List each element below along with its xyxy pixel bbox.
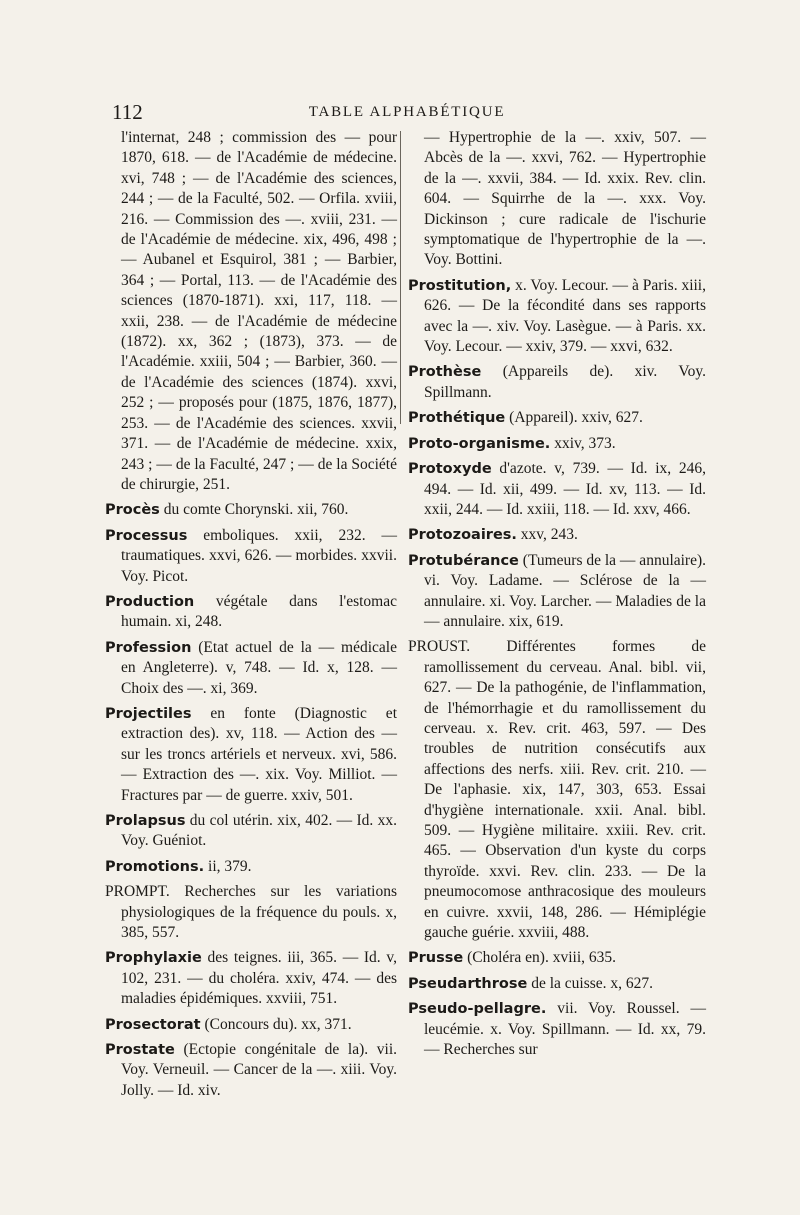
index-entry [408,974,706,994]
entry-text: x. Voy. Lecour. — à Paris. xiii, 626. — De la fécondité dans ses rapports avec la —. xiv. Voy. Lasègue. — à Paris. xx. Voy. Lecour. — xxiv, 379. — xxvi, 632. [424,276,706,356]
entry-text: (Choléra en). xviii, 635. [463,949,617,967]
entry-headword: PROUST. [408,638,471,656]
index-entry [105,128,397,495]
index-entry [408,276,706,358]
index-entry [105,704,397,806]
entry-headword: Protoxyde [408,461,492,478]
index-entry [105,526,397,587]
entry-text: ii, 379. [204,857,252,875]
entry-text: (Appareil). xxiv, 627. [505,409,643,427]
index-entry [408,459,706,520]
index-entry [105,882,397,943]
entry-headword: Protozoaires. [408,527,517,544]
index-entry [105,638,397,699]
entry-text: d'azote. v, 739. — Id. ix, 246, 494. — Id. xii, 499. — Id. xv, 113. — Id. xxii, 244. — Id. xxiii, 118. — Id. xxv, 466. [424,460,706,518]
entry-text: de la cuisse. x, 627. [527,974,654,992]
entry-headword: Pseudarthrose [408,975,528,992]
entry-headword: Prostate [105,1042,175,1059]
index-entry [105,1040,397,1101]
index-entry [105,592,397,633]
entry-headword: Procès [105,502,160,519]
running-title: TABLE ALPHABÉTIQUE [308,104,506,120]
index-entry [408,551,706,633]
entry-headword: Prostitution, [408,277,512,294]
entry-text: en fonte (Diagnostic et extraction des). xv, 118. — Action des — sur les troncs artériels et nerveux. xvi, 586. — Extraction des —. xix. Voy. Milliot. — Fractures par — de guerre. xxiv, 501. [121,704,397,804]
entry-text: végétale dans l'estomac humain. xi, 248. [121,592,397,631]
entry-text: du comte Chorynski. xii, 760. [159,501,349,519]
entry-headword: Pseudo-pellagre. [408,1001,547,1018]
index-entry [408,999,706,1060]
index-entry [105,811,397,852]
right-column [408,128,706,1065]
entry-text: (Ectopie congénitale de la). vii. Voy. Verneuil. — Cancer de la —. xiii. Voy. Jolly. — Id. xiv. [121,1041,397,1099]
entry-headword: PROMPT. [105,883,170,901]
entry-text: (Etat actuel de la — médicale en Angleterre). v, 748. — Id. x, 128. — Choix des —. xi, 369. [121,638,397,697]
index-entry [408,408,706,428]
entry-headword: Production [105,593,195,610]
entry-headword: Proto-organisme. [408,435,551,452]
entry-text: (Concours du). xx, 371. [200,1015,352,1033]
entry-headword: Processus [105,527,188,544]
entry-headword: Profession [105,639,192,656]
entry-headword: Prothèse [408,364,482,381]
entry-headword: Prusse [408,950,464,967]
entry-text: Recherches sur les variations physiologiques de la fréquence du pouls. x, 385, 557. [121,883,397,942]
entry-headword: Prosectorat [105,1016,201,1033]
entry-text: du col utérin. xix, 402. — Id. xx. Voy. Guéniot. [121,812,397,850]
index-entry [408,128,706,271]
index-entry [408,637,706,943]
entry-text: emboliques. xxii, 232. — traumatiques. xxvi, 626. — morbides. xxvii. Voy. Picot. [121,526,397,585]
entry-text: xxv, 243. [516,526,578,544]
index-entry [105,857,397,877]
entry-text: (Appareils de). xiv. Voy. Spillmann. [424,363,706,401]
entry-text: xxiv, 373. [550,434,616,452]
entry-text: vii. Voy. Roussel. — leucémie. x. Voy. Spillmann. — Id. xx, 79. — Recherches sur [424,1000,706,1059]
index-entry [408,948,706,968]
entry-headword: Protubérance [408,552,519,569]
entry-text: des teignes. iii, 365. — Id. v, 102, 231. — du choléra. xxiv, 474. — des maladies épidémiques. xxviii, 751. [121,949,397,1008]
page-header [112,100,702,130]
column-divider [400,131,401,424]
left-column [105,128,397,1106]
entry-text: Différentes formes de ramollissement du cerveau. Anal. bibl. vii, 627. — De la pathogénie, de l'inflammation, de l'hémorrhagie et du ramollissement du cerveau. x. Rev. crit. 463, 597. — Des troubles de nutrition consécutifs aux affections des nerfs. xiii. Rev. crit. 210. — De l'aphasie. xix, 147, 303, 653. Essai d'hygiène internationale. xxii. Anal. bibl. 509. — Hygiène militaire. xxiii. Rev. crit. 465. — Observation d'un kyste du corps thyroïde. xxvi. Rev. clin. 233. — De la pneumocomose anthracosique des mouleurs en cuivre. xxvii, 148, 286. — Hémiplégie gauche guérie. xxviii, 488. [424,638,706,942]
entry-text: — Hypertrophie de la —. xxiv, 507. — Abcès de la —. xxvi, 762. — Hypertrophie de la —. xxvii, 384. — Id. xxix. Rev. clin. 604. — Squirrhe de la —. xxx. Voy. Dickinson ; cure radicale de l'ischurie symptomatique de l'hypertrophie de la —. Voy. Bottini. [424,129,706,269]
entry-headword: Prophylaxie [105,950,202,967]
index-entry [408,434,706,454]
entry-headword: Prolapsus [105,813,186,829]
entry-text: l'internat, 248 ; commission des — pour 1870, 618. — de l'Académie de médecine. xvi, 748 ; — de l'Académie des sciences, 244 ; — de la Faculté, 502. — Orfila. xviii, 216. — Commission des —. xviii, 231. — de l'Académie de médecine. xix, 496, 498 ; — Aubanel et Esquirol, 381 ; — Barbier, 364 ; — Portal, 113. — de l'Académie des sciences (1870-1871). xxi, 117, 118. — xxii, 238. — de l'Académie de médecine (1872). xx, 362 ; (1873), 373. — de l'Académie. xxiii, 504 ; — Barbier, 360. — de l'Académie des sciences (1874). xxvi, 252 ; — proposés pour (1875, 1876, 1877), 253. — de l'Académie des sciences. xxvii, 371. — de l'Académie de médecine. xxix, 243 ; — de la Faculté, 247 ; — de la Société de chirurgie, 251. [121,129,397,493]
index-entry [408,362,706,403]
index-entry [105,948,397,1009]
index-entry [105,1015,397,1035]
entry-headword: Promotions. [105,858,205,875]
entry-text: (Tumeurs de la — annulaire). vi. Voy. Ladame. — Sclérose de la — annulaire. xi. Voy. Larcher. — Maladies de la — annulaire. xix, 619. [424,551,707,630]
index-entry [408,525,706,545]
entry-headword: Projectiles [105,705,192,722]
entry-headword: Prothétique [408,410,506,427]
index-entry [105,500,397,520]
page-number: 112 [112,100,143,124]
